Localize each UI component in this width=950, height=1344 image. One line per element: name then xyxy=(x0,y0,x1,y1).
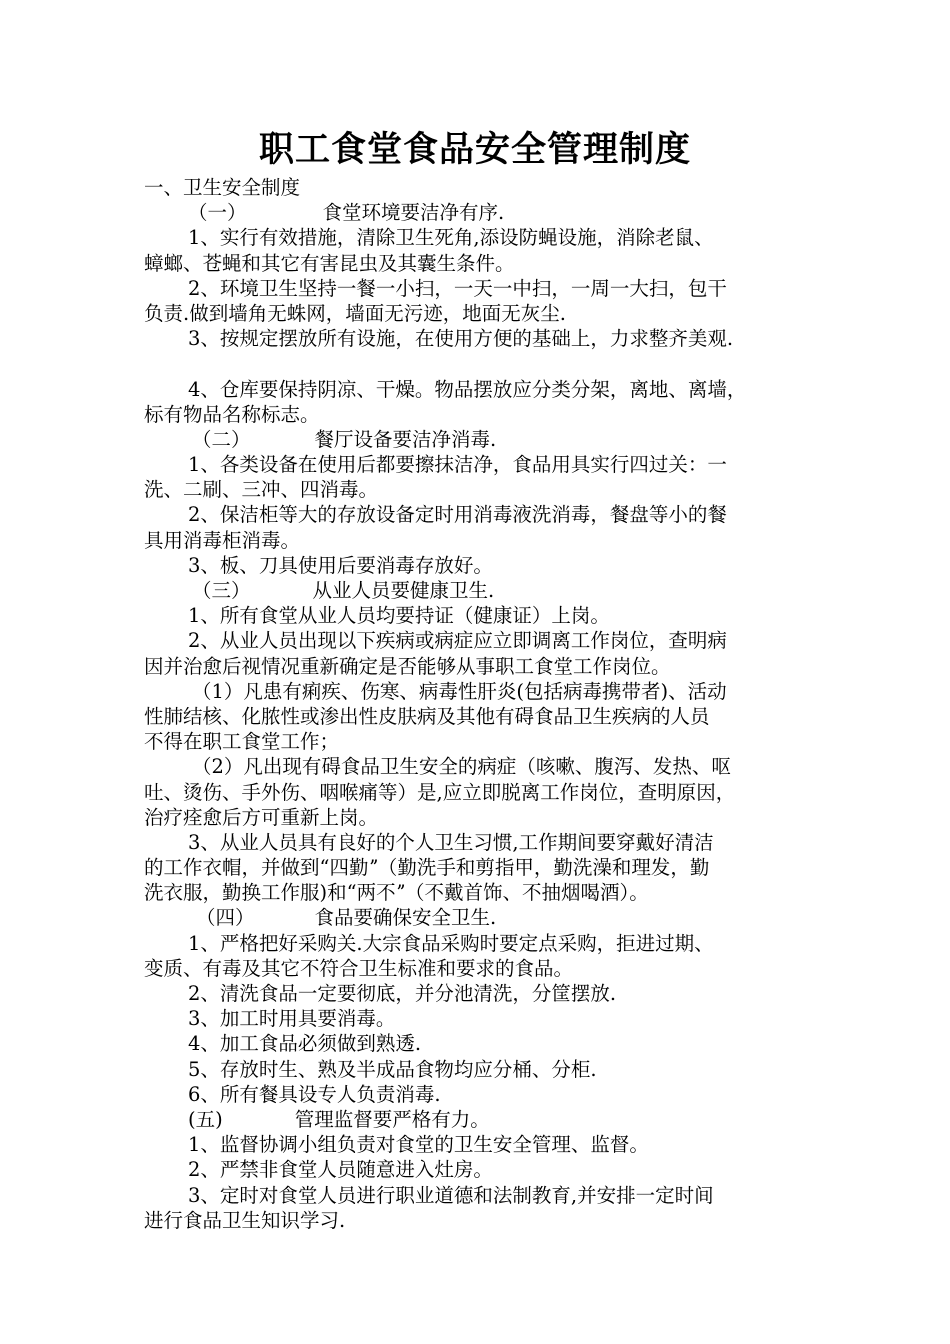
subsection-title: 从业人员要健康卫生. xyxy=(312,579,495,602)
subsection-heading xyxy=(144,427,814,452)
subsection-number: （二） xyxy=(192,427,251,451)
paragraph-line: （2）凡出现有碍食品卫生安全的病症（咳嗽、腹泻、发热、呕 xyxy=(192,755,731,779)
blank-line xyxy=(144,351,814,376)
paragraph-line: 2、清洗食品一定要彻底，并分池清洗，分筐摆放. xyxy=(188,982,617,1005)
paragraph-line: 1、所有食堂从业人员均要持证（健康证）上岗。 xyxy=(188,604,610,628)
document-title: 职工食堂食品安全管理制度 xyxy=(258,129,691,170)
subsection-title: 食堂环境要洁净有序. xyxy=(322,201,505,225)
paragraph-line: 标有物品名称标志。 xyxy=(144,402,320,426)
paragraph-line: 1、监督协调小组负责对食堂的卫生安全管理、监督。 xyxy=(188,1133,649,1157)
paragraph-line: 4、加工食品必须做到熟透. xyxy=(188,1032,422,1056)
paragraph-line: 不得在职工食堂工作； xyxy=(144,730,340,754)
subsection-title: 餐厅设备要洁净消毒. xyxy=(314,427,497,451)
subsection-title: 管理监督要严格有力。 xyxy=(294,1107,490,1131)
paragraph-line: 性肺结核、化脓性或渗出性皮肤病及其他有碍食品卫生疾病的人员 xyxy=(144,704,710,728)
subsection-heading xyxy=(144,1107,814,1132)
paragraph-line: 5、存放时生、熟及半成品食物均应分桶、分柜. xyxy=(188,1057,597,1081)
paragraph-line: 2、环境卫生坚持一餐一小扫，一天一中扫，一周一大扫，包干 xyxy=(188,276,727,300)
paragraph-line: 2、严禁非食堂人员随意进入灶房。 xyxy=(188,1158,493,1182)
subsection-heading xyxy=(144,905,814,930)
paragraph-line: 负责.做到墙角无蛛网，墙面无污迹，地面无灰尘. xyxy=(144,301,566,325)
paragraph-line: （1）凡患有痢疾、伤寒、病毒性肝炎(包括病毒携带者)、活动 xyxy=(192,679,727,703)
paragraph-line: 洗、二刷、三冲、四消毒。 xyxy=(144,478,379,502)
paragraph-line: 1、严格把好采购关.大宗食品采购时要定点采购，拒进过期、 xyxy=(188,931,714,955)
paragraph-line: 3、从业人员具有良好的个人卫生习惯,工作期间要穿戴好清洁 xyxy=(188,830,714,854)
subsection-number: （四） xyxy=(196,906,255,930)
subsection-number: (五) xyxy=(188,1107,223,1131)
paragraph-line: 4、仓库要保持阴凉、干燥。物品摆放应分类分架，离地、离墙， xyxy=(188,377,747,401)
paragraph-line: 1、实行有效措施，清除卫生死角,添设防蝇设施，消除老鼠、 xyxy=(188,226,714,250)
document-body xyxy=(144,175,814,1233)
subsection-heading xyxy=(144,578,814,603)
paragraph-line: 3、按规定摆放所有设施，在使用方便的基础上，力求整齐美观. xyxy=(188,327,734,351)
paragraph-line: 2、从业人员出现以下疾病或病症应立即调离工作岗位，查明病 xyxy=(188,629,727,653)
paragraph-line: 进行食品卫生知识学习. xyxy=(144,1208,346,1232)
paragraph-line: 具用消毒柜消毒。 xyxy=(144,528,301,552)
paragraph-line: 吐、烫伤、手外伤、咽喉痛等）是,应立即脱离工作岗位，查明原因， xyxy=(144,780,736,804)
paragraph-line: 2、保洁柜等大的存放设备定时用消毒液洗消毒，餐盘等小的餐 xyxy=(188,503,727,527)
section-heading: 一、卫生安全制度 xyxy=(144,176,301,199)
paragraph-line: 1、各类设备在使用后都要擦抹洁净，食品用具实行四过关：一 xyxy=(188,453,727,477)
subsection-title: 食品要确保安全卫生. xyxy=(314,906,497,930)
paragraph-line: 3、板、刀具使用后要消毒存放好。 xyxy=(188,553,493,577)
paragraph-line: 治疗痊愈后方可重新上岗。 xyxy=(144,805,379,829)
paragraph-line: 洗衣服，勤换工作服)和“两不ˮ（不戴首饰、不抽烟喝酒）。 xyxy=(144,881,649,905)
paragraph-line: 蟑螂、苍蝇和其它有害昆虫及其囊生条件。 xyxy=(144,251,515,275)
paragraph-line: 3、加工时用具要消毒。 xyxy=(188,1007,396,1031)
paragraph-line: 6、所有餐具设专人负责消毒. xyxy=(188,1082,441,1106)
subsection-number: （一） xyxy=(188,201,247,225)
paragraph-line: 3、定时对食堂人员进行职业道德和法制教育,并安排一定时间 xyxy=(188,1183,714,1207)
subsection-number: （三） xyxy=(192,579,251,602)
subsection-heading xyxy=(144,200,814,225)
paragraph-line: 变质、有毒及其它不符合卫生标准和要求的食品。 xyxy=(144,956,574,980)
paragraph-line: 因并治愈后视情况重新确定是否能够从事职工食堂工作岗位。 xyxy=(144,654,671,678)
paragraph-line: 的工作衣帽，并做到“四勤ˮ（勤洗手和剪指甲，勤洗澡和理发，勤 xyxy=(144,856,710,880)
